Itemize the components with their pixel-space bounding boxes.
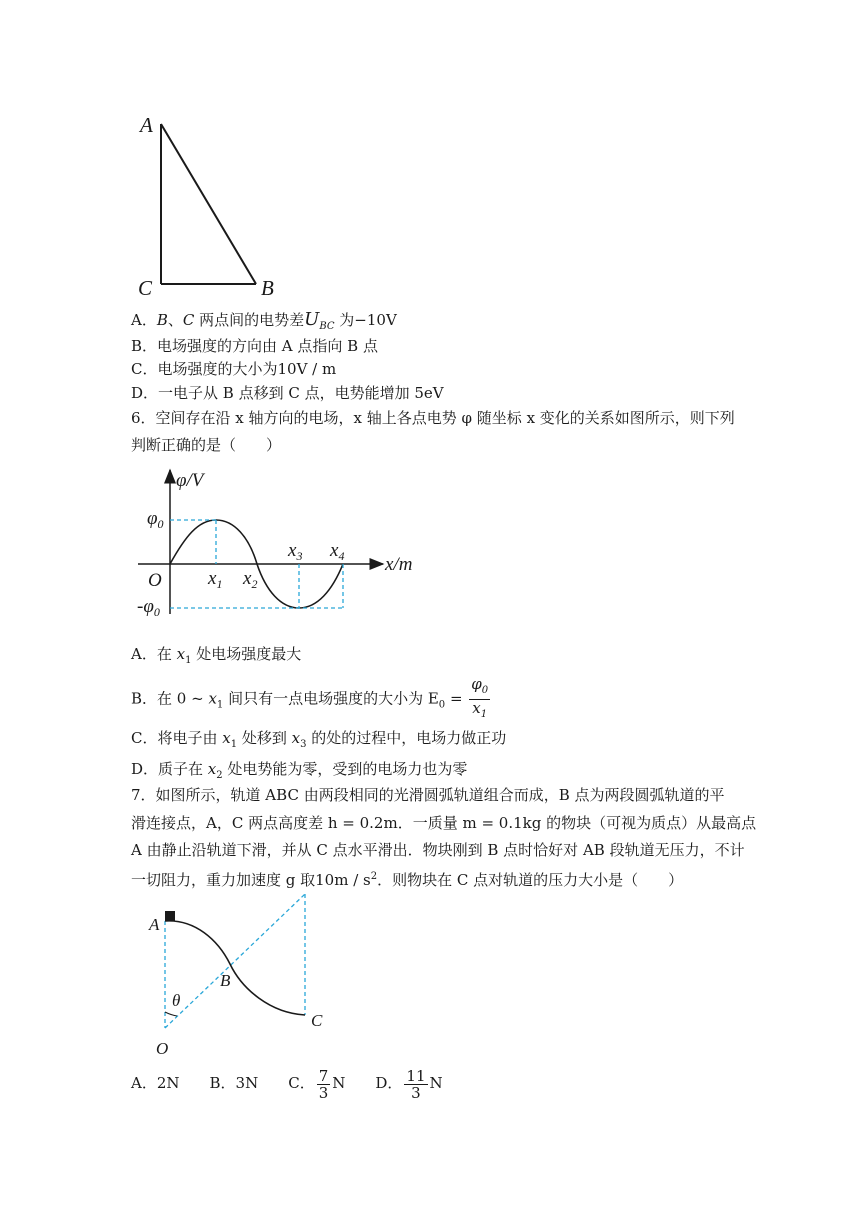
- q5-option-c: C．电场强度的大小为10V / m: [131, 360, 337, 378]
- x3-label: $x_3$: [288, 540, 303, 563]
- q6-option-b-var: x: [208, 689, 217, 708]
- q6-option-c-s2: 3: [300, 739, 307, 750]
- triangle-figure: [130, 108, 290, 304]
- track-label-o: O: [156, 1039, 169, 1058]
- triangle-side-ab: [161, 124, 256, 284]
- q6-option-d-sub: 2: [216, 770, 223, 781]
- q7-option-d-unit: N: [429, 1074, 443, 1092]
- q5-option-a-prefix: A．: [131, 311, 157, 329]
- q7-option-a: A．2N: [131, 1074, 180, 1092]
- q7-option-d-num: 11: [406, 1066, 426, 1085]
- q6-option-b-num: φ: [471, 675, 482, 693]
- q7-option-c-num: 7: [318, 1066, 329, 1085]
- q6-option-b-den-sub: 1: [480, 709, 488, 720]
- q6-option-a-var: x: [176, 645, 186, 663]
- q7-stem-line-2: 滑连接点，A，C 两点高度差 h = 0.2m．一质量 m = 0.1kg 的物块（可视为质点）从最高点: [131, 814, 757, 832]
- q5-option-a-suffix: 为−10V: [334, 311, 397, 329]
- q7-stem-line-4-post: ．则物块在 C 点对轨道的压力大小是（ ）: [377, 871, 684, 889]
- x-axis-label: x/m: [385, 554, 413, 575]
- q5-option-d: D．一电子从 B 点移到 C 点，电势能增加 5eV: [131, 384, 444, 402]
- q5-option-a: [131, 309, 397, 338]
- track-figure: [140, 885, 340, 1060]
- q6-option-a-pre: A．在: [131, 645, 177, 663]
- q6-option-b: [131, 676, 492, 724]
- q7-option-c-fraction: [317, 1068, 331, 1101]
- origin-label: O: [148, 570, 162, 591]
- q7-option-c: [288, 1064, 345, 1102]
- x2-label: $x_2$: [243, 568, 258, 591]
- q6-option-c-pre: C．将电子由: [131, 729, 223, 747]
- q6-option-a-sub: 1: [185, 655, 192, 666]
- q7-option-b: B．3N: [209, 1074, 259, 1092]
- q6-option-b-sub: 1: [216, 699, 224, 711]
- q7-stem-line-4-sup: 2: [370, 871, 378, 882]
- q7-stem-line-3: A 由静止沿轨道下滑，并从 C 点水平滑出．物块刚到 B 点时恰好对 AB 段轨道无压力，不计: [131, 841, 745, 859]
- q6-option-b-mid: 间只有一点电场强度的大小为 E: [223, 689, 439, 708]
- q7-option-c-pre: C．: [288, 1074, 315, 1092]
- q6-option-b-pre: B．在 0 ~: [131, 689, 209, 708]
- q7-option-d-fraction: [404, 1068, 427, 1101]
- q6-stem-line-2: 判断正确的是（ ）: [131, 436, 282, 454]
- triangle-label-a: A: [140, 113, 153, 137]
- q6-option-a-post: 处电场强度最大: [191, 645, 302, 663]
- q6-option-d: [131, 758, 467, 787]
- q6-option-c-s1: 1: [230, 739, 238, 750]
- track-label-theta: θ: [172, 991, 181, 1010]
- track-label-a: A: [149, 915, 160, 934]
- q5-option-b: B．电场强度的方向由 A 点指向 B 点: [131, 337, 378, 355]
- q7-option-c-den: 3: [318, 1083, 329, 1102]
- q7-stem-line-1: 7．如图所示，轨道 ABC 由两段相同的光滑圆弧轨道组合而成，B 点为两段圆弧轨道的平: [131, 786, 725, 804]
- q6-option-b-den: x: [472, 699, 481, 717]
- q6-option-b-fraction: [469, 676, 490, 723]
- track-label-c: C: [311, 1011, 323, 1030]
- q7-stem-line-4-pre: 一切阻力，重力加速度 g 取10m / s: [131, 871, 371, 889]
- theta-arc: [165, 1012, 177, 1016]
- q7-option-d-den: 3: [411, 1083, 421, 1102]
- q6-option-c-v1: x: [222, 729, 231, 747]
- q7-option-c-unit: N: [332, 1074, 346, 1092]
- y-axis-label: φ/V: [176, 470, 204, 491]
- q7-options: [131, 1064, 473, 1102]
- q6-option-b-num-sub: 0: [481, 685, 489, 696]
- q6-option-c-v2: x: [291, 729, 301, 747]
- q6-stem-line-1: 6．空间存在沿 x 轴方向的电场，x 轴上各点电势 φ 随坐标 x 变化的关系如图所示，则下列: [131, 409, 735, 427]
- q5-option-a-point-c: C: [182, 311, 195, 329]
- potential-graph: [133, 462, 433, 622]
- q5-option-a-text: 两点间的电势差: [194, 311, 305, 329]
- q6-option-c-mid: 处移到: [237, 729, 292, 747]
- q5-option-a-symbol: U: [304, 309, 320, 330]
- q6-option-b-eq: =: [445, 689, 468, 708]
- q6-option-a: [131, 643, 301, 672]
- phi0-label: $\varphi_0$: [147, 508, 164, 531]
- q7-option-d: [375, 1064, 442, 1102]
- track-label-b: B: [220, 971, 231, 990]
- q6-option-b-e-sub: 0: [438, 699, 446, 711]
- triangle-label-c: C: [138, 276, 153, 300]
- q6-option-c-post: 的处的过程中，电场力做正功: [306, 729, 507, 747]
- q5-option-a-sep: 、: [167, 311, 183, 329]
- x1-label: $x_1$: [208, 568, 223, 591]
- q6-option-c: [131, 727, 506, 756]
- q5-option-a-point-b: B: [156, 311, 168, 329]
- q7-option-d-pre: D．: [375, 1074, 403, 1092]
- q6-option-d-pre: D．质子在: [131, 760, 208, 778]
- q6-option-d-var: x: [207, 760, 217, 778]
- ob-dashed-line: [165, 894, 305, 1028]
- neg-phi0-label: $-\varphi_0$: [137, 596, 160, 619]
- block-icon: [165, 911, 175, 921]
- track-curve: [165, 921, 305, 1015]
- triangle-label-b: B: [261, 276, 274, 300]
- x4-label: $x_4$: [330, 540, 345, 563]
- q5-option-a-subscript: BC: [319, 321, 335, 332]
- q6-option-d-post: 处电势能为零，受到的电场力也为零: [222, 760, 468, 778]
